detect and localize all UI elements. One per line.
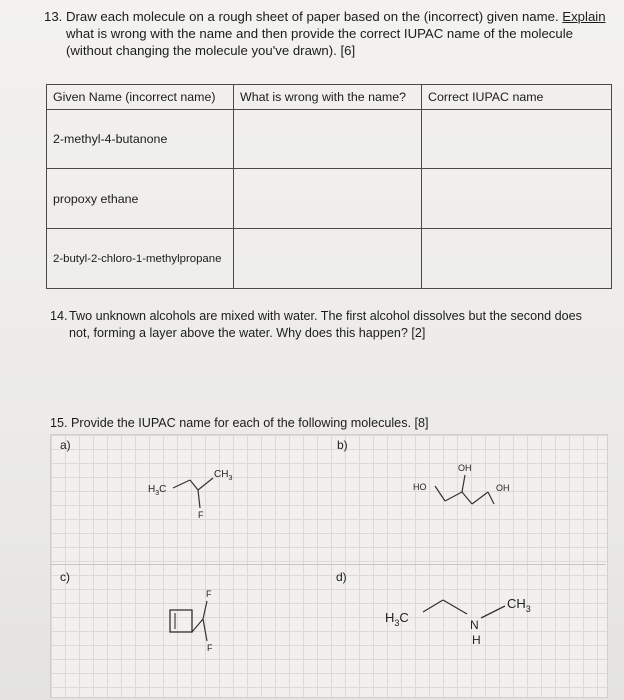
header-whats-wrong: What is wrong with the name? [234,85,422,110]
given-name-cell: propoxy ethane [47,169,234,229]
molecule-a-fluorine: F [198,510,204,520]
part-a-label: a) [60,438,71,452]
question-13-number: 13. [44,9,63,24]
molecule-b [410,458,530,518]
answer-cell[interactable] [234,229,422,289]
answer-cell[interactable] [234,169,422,229]
question-15 [50,416,429,430]
naming-table [46,84,612,289]
explain-underlined: Explain [562,9,606,24]
molecule-d [385,588,575,658]
molecule-c-fluorine-top: F [206,589,212,599]
molecule-d-nitrogen: N [470,618,479,632]
question-14 [50,308,605,342]
answer-cell[interactable] [422,110,612,169]
molecule-b-ho: HO [413,482,427,492]
answer-cell[interactable] [234,110,422,169]
given-name-cell: 2-butyl-2-chloro-1-methylpropane [47,229,234,289]
grid-divider [50,564,606,565]
molecule-a-h3c: $H_3C$ [148,484,167,497]
table-row [47,229,612,289]
molecule-a [140,460,260,530]
given-name-cell: 2-methyl-4-butanone [47,110,234,169]
molecule-c-fluorine-bottom: F [207,643,213,653]
molecule-d-hydrogen: H [472,633,481,647]
question-13 [44,8,614,59]
question-14-number: 14. [50,309,68,323]
molecule-b-oh-top: OH [458,463,472,473]
answer-cell[interactable] [422,169,612,229]
question-13-text-cont: what is wrong with the name and then provide the correct IUPAC name of the molecule (without changing the molecule you've drawn). [6] [66,26,574,58]
part-d-label: d) [336,570,347,584]
header-given-name: Given Name (incorrect name) [47,85,234,110]
table-header-row [47,85,612,110]
table-row [47,169,612,229]
molecule-b-oh-right: OH [496,483,510,493]
molecule-c [160,585,240,660]
table-row [47,110,612,169]
molecule-d-ch3: $CH_3$ [507,596,531,614]
molecule-d-h3c: $H_3C$ [385,610,409,628]
question-14-text: Two unknown alcohols are mixed with water. The first alcohol dissolves but the second does not, forming a layer above the water. Why does this happen? [2] [69,309,582,340]
question-15-text: Provide the IUPAC name for each of the following molecules. [8] [71,416,429,430]
header-correct-name: Correct IUPAC name [422,85,612,110]
part-b-label: b) [337,438,348,452]
part-c-label: c) [60,570,70,584]
answer-cell[interactable] [422,229,612,289]
question-13-text: Draw each molecule on a rough sheet of paper based on the (incorrect) given name. [66,9,559,24]
molecule-a-ch3: $CH_3$ [214,469,233,482]
question-15-number: 15. [50,416,68,430]
